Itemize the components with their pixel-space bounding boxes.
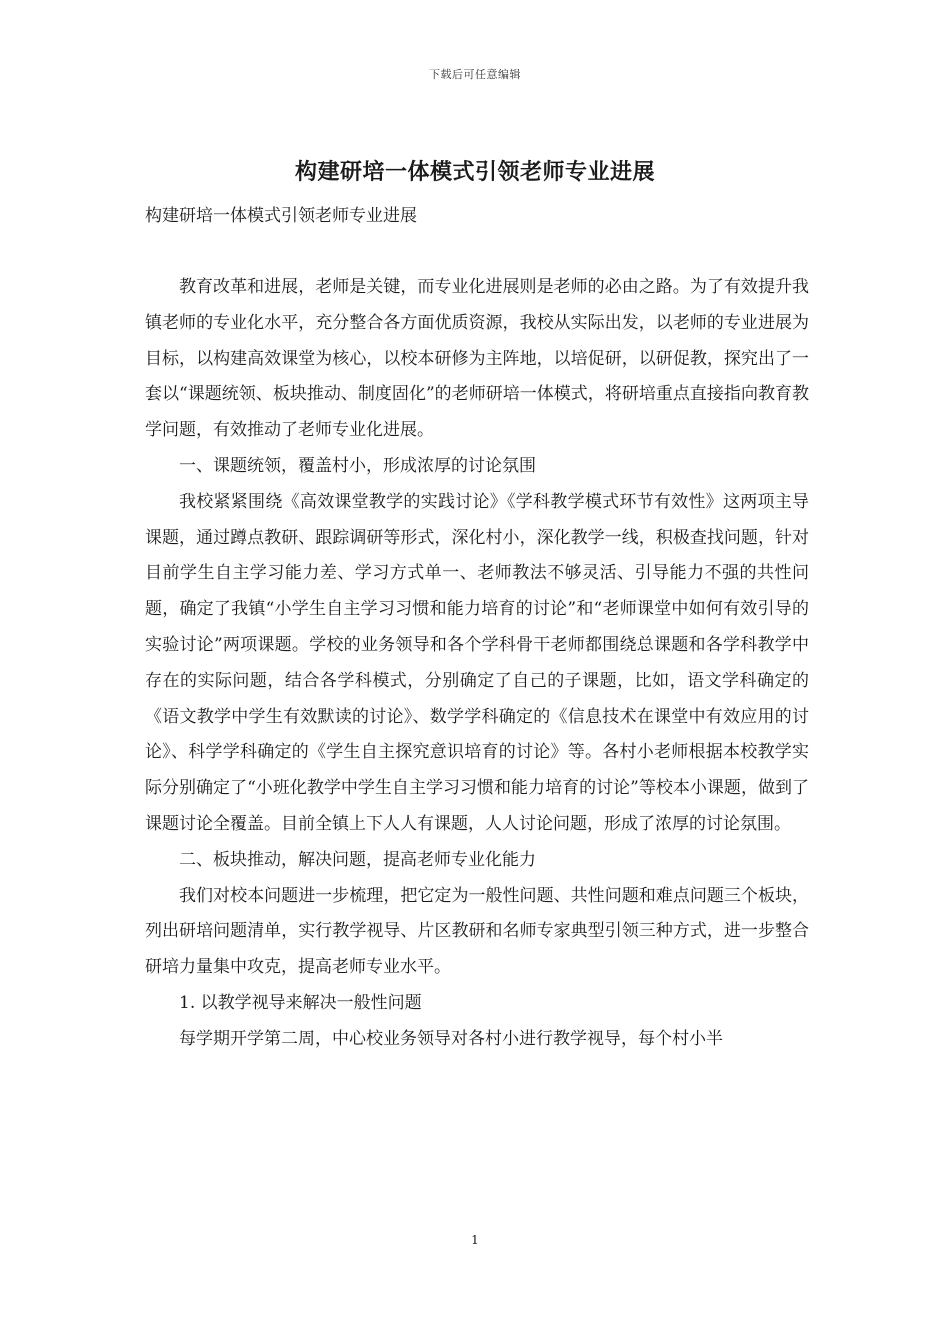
- paragraph-intro: 教育改革和进展，老师是关键，而专业化进展则是老师的必由之路。为了有效提升我镇老师的专业化水平，充分整合各方面优质资源，我校从实际出发，以老师的专业进展为目标，以构建高效课堂为核心，以校本研修为主阵地，以培促研，以研促教，探究出了一套以“课题统领、板块推动、制度固化”的老师研培一体模式，将研培重点直接指向教育教学问题，有效推动了老师专业化进展。: [145, 277, 809, 441]
- document-body: [145, 270, 809, 1058]
- paragraph-section-1: 我校紧紧围绕《高效课堂教学的实践讨论》《学科教学模式环节有效性》这两项主导课题，通过蹲点教研、跟踪调研等形式，深化村小，深化教学一线，积极查找问题，针对目前学生自主学习能力差、学习方式单一、老师教法不够灵活、引导能力不强的共性问题，确定了我镇“小学生自主学习习惯和能力培育的讨论”和“老师课堂中如何有效引导的实验讨论”两项课题。学校的业务领导和各个学科骨干老师都围绕总课题和各学科教学中存在的实际问题，结合各学科模式，分别确定了自己的子课题，比如，语文学科确定的《语文教学中学生有效默读的讨论》、数学学科确定的《信息技术在课堂中有效应用的讨论》、科学学科确定的《学生自主探究意识培育的讨论》等。各村小老师根据本校教学实际分别确定了“小班化教学中学生自主学习习惯和能力培育的讨论”等校本小课题，做到了课题讨论全覆盖。目前全镇上下人人有课题，人人讨论问题，形成了浓厚的讨论氛围。: [145, 491, 809, 834]
- paragraph-subsection-1: 每学期开学第二周，中心校业务领导对各村小进行教学视导，每个村小半: [179, 1028, 723, 1049]
- subsection-heading-1: 1. 以教学视导来解决一般性问题: [179, 992, 422, 1013]
- document-subtitle: 构建研培一体模式引领老师专业进展: [145, 206, 417, 226]
- paragraph-section-2: 我们对校本问题进一步梳理，把它定为一般性问题、共性问题和难点问题三个板块，列出研培问题清单，实行教学视导、片区教研和名师专家典型引领三种方式，进一步整合研培力量集中攻克，提高老师专业水平。: [145, 885, 809, 978]
- section-heading-2: 二、板块推动，解决问题，提高老师专业化能力: [179, 849, 536, 870]
- document-title: 构建研培一体模式引领老师专业进展: [294, 159, 655, 185]
- section-heading-1: 一、课题统领，覆盖村小，形成浓厚的讨论氛围: [179, 455, 536, 476]
- page-header-note: 下载后可任意编辑: [429, 68, 521, 81]
- page-number: 1: [471, 1233, 479, 1247]
